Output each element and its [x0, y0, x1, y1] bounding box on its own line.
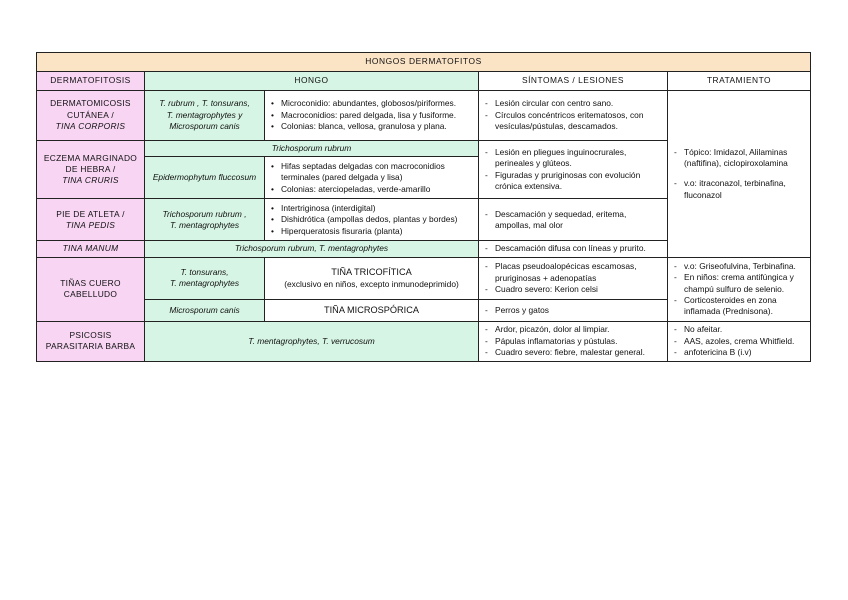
header-sintomas: SÍNTOMAS / LESIONES [479, 72, 668, 91]
list-item: - Corticosteroides en zona inflamada (Prednisona). [672, 295, 806, 318]
header-dermatofitosis: DERMATOFITOSIS [37, 72, 145, 91]
table-title: HONGOS DERMATOFITOS [37, 53, 811, 72]
treatment-capitis [668, 257, 811, 321]
microscopy-pedis [265, 199, 479, 241]
row-name-barba: PSICOSIS PARASITARIA BARBA [37, 321, 145, 361]
microscopy-corporis [265, 91, 479, 141]
fungus-capitis-trico: T. tonsurans, T. mentagrophytes [145, 257, 265, 299]
symptoms-barba [479, 321, 668, 361]
list-item: - Ardor, picazón, dolor al limpiar. [483, 324, 663, 335]
list-item: • Microconidio: abundantes, globosos/piriformes. [269, 98, 474, 109]
list-item: - AAS, azoles, crema Whitfield. [672, 336, 806, 347]
list-item: - v.o: Griseofulvina, Terbinafina. [672, 261, 806, 272]
fungus-manum: Trichosporum rubrum, T. mentagrophytes [145, 241, 479, 257]
row-name-capitis: TIÑAS CUERO CABELLUDO [37, 257, 145, 321]
dermatophytes-table [36, 52, 811, 362]
row-name-pedis: PIE DE ATLETA / TINA PEDIS [37, 199, 145, 241]
symptoms-capitis-trico [479, 257, 668, 299]
list-item: - Descamación difusa con líneas y prurito. [483, 243, 663, 254]
row-name-corporis: DERMATOMICOSIS CUTÁNEA / TINA CORPORIS [37, 91, 145, 141]
list-item: • Intertriginosa (interdigital) [269, 203, 474, 214]
list-item: - Círculos concéntricos eritematosos, con vesículas/pústulas, descamados. [483, 110, 663, 133]
list-item: • Hifas septadas delgadas con macroconidios terminales (pared delgada y lisa) [269, 161, 474, 184]
fungus-capitis-micro: Microsporum canis [145, 299, 265, 321]
symptoms-corporis [479, 91, 668, 141]
type-tricofitica: TIÑA TRICOFÍTICA (exclusivo en niños, excepto inmunodeprimido) [265, 257, 479, 299]
list-item: • Colonias: aterciopeladas, verde-amarillo [269, 184, 474, 195]
list-item: - En niños: crema antifúngica y champú sulfuro de selenio. [672, 272, 806, 295]
list-item: • Colonias: blanca, vellosa, granulosa y plana. [269, 121, 474, 132]
list-item: • Hiperqueratosis fisuraria (planta) [269, 226, 474, 237]
row-name-manum: TINA MANUM [37, 241, 145, 257]
type-microsporica: TIÑA MICROSPÓRICA [265, 299, 479, 321]
fungus-barba: T. mentagrophytes, T. verrucosum [145, 321, 479, 361]
microscopy-cruris [265, 157, 479, 199]
list-item: - Perros y gatos [483, 305, 663, 316]
fungus-pedis: Trichosporum rubrum , T. mentagrophytes [145, 199, 265, 241]
list-item: - Pápulas inflamatorias y pústulas. [483, 336, 663, 347]
treatment-barba [668, 321, 811, 361]
fungus-cruris-top: Trichosporum rubrum [145, 141, 479, 157]
symptoms-manum [479, 241, 668, 257]
list-item: - Figuradas y pruriginosas con evolución crónica extensiva. [483, 170, 663, 193]
list-item: - Cuadro severo: fiebre, malestar general. [483, 347, 663, 358]
list-item: - Lesión en pliegues inguinocrurales, perineales y glúteos. [483, 147, 663, 170]
list-item: - No afeitar. [672, 324, 806, 335]
symptoms-pedis [479, 199, 668, 241]
list-item: - Tópico: Imidazol, Alilaminas (naftifina), ciclopiroxolamina [672, 147, 806, 170]
header-tratamiento: TRATAMIENTO [668, 72, 811, 91]
fungus-cruris: Epidermophytum fluccosum [145, 157, 265, 199]
list-item: - Descamación y sequedad, eritema, ampollas, mal olor [483, 209, 663, 232]
treatment-general [668, 91, 811, 258]
list-item: - Lesión circular con centro sano. [483, 98, 663, 109]
list-item: - Cuadro severo: Kerion celsi [483, 284, 663, 295]
list-item: • Dishidrótica (ampollas dedos, plantas y bordes) [269, 214, 474, 225]
symptoms-capitis-micro [479, 299, 668, 321]
symptoms-cruris [479, 141, 668, 199]
list-item: - Placas pseudoalopécicas escamosas, pruriginosas + adenopatías [483, 261, 663, 284]
header-hongo: HONGO [145, 72, 479, 91]
list-item: • Macroconidios: pared delgada, lisa y fusiforme. [269, 110, 474, 121]
list-item: - anfotericina B (i.v) [672, 347, 806, 358]
fungus-corporis: T. rubrum , T. tonsurans, T. mentagrophytes y Microsporum canis [145, 91, 265, 141]
row-name-cruris: ECZEMA MARGINADO DE HEBRA / TINA CRURIS [37, 141, 145, 199]
list-item: - v.o: itraconazol, terbinafina, fluconazol [672, 178, 806, 201]
